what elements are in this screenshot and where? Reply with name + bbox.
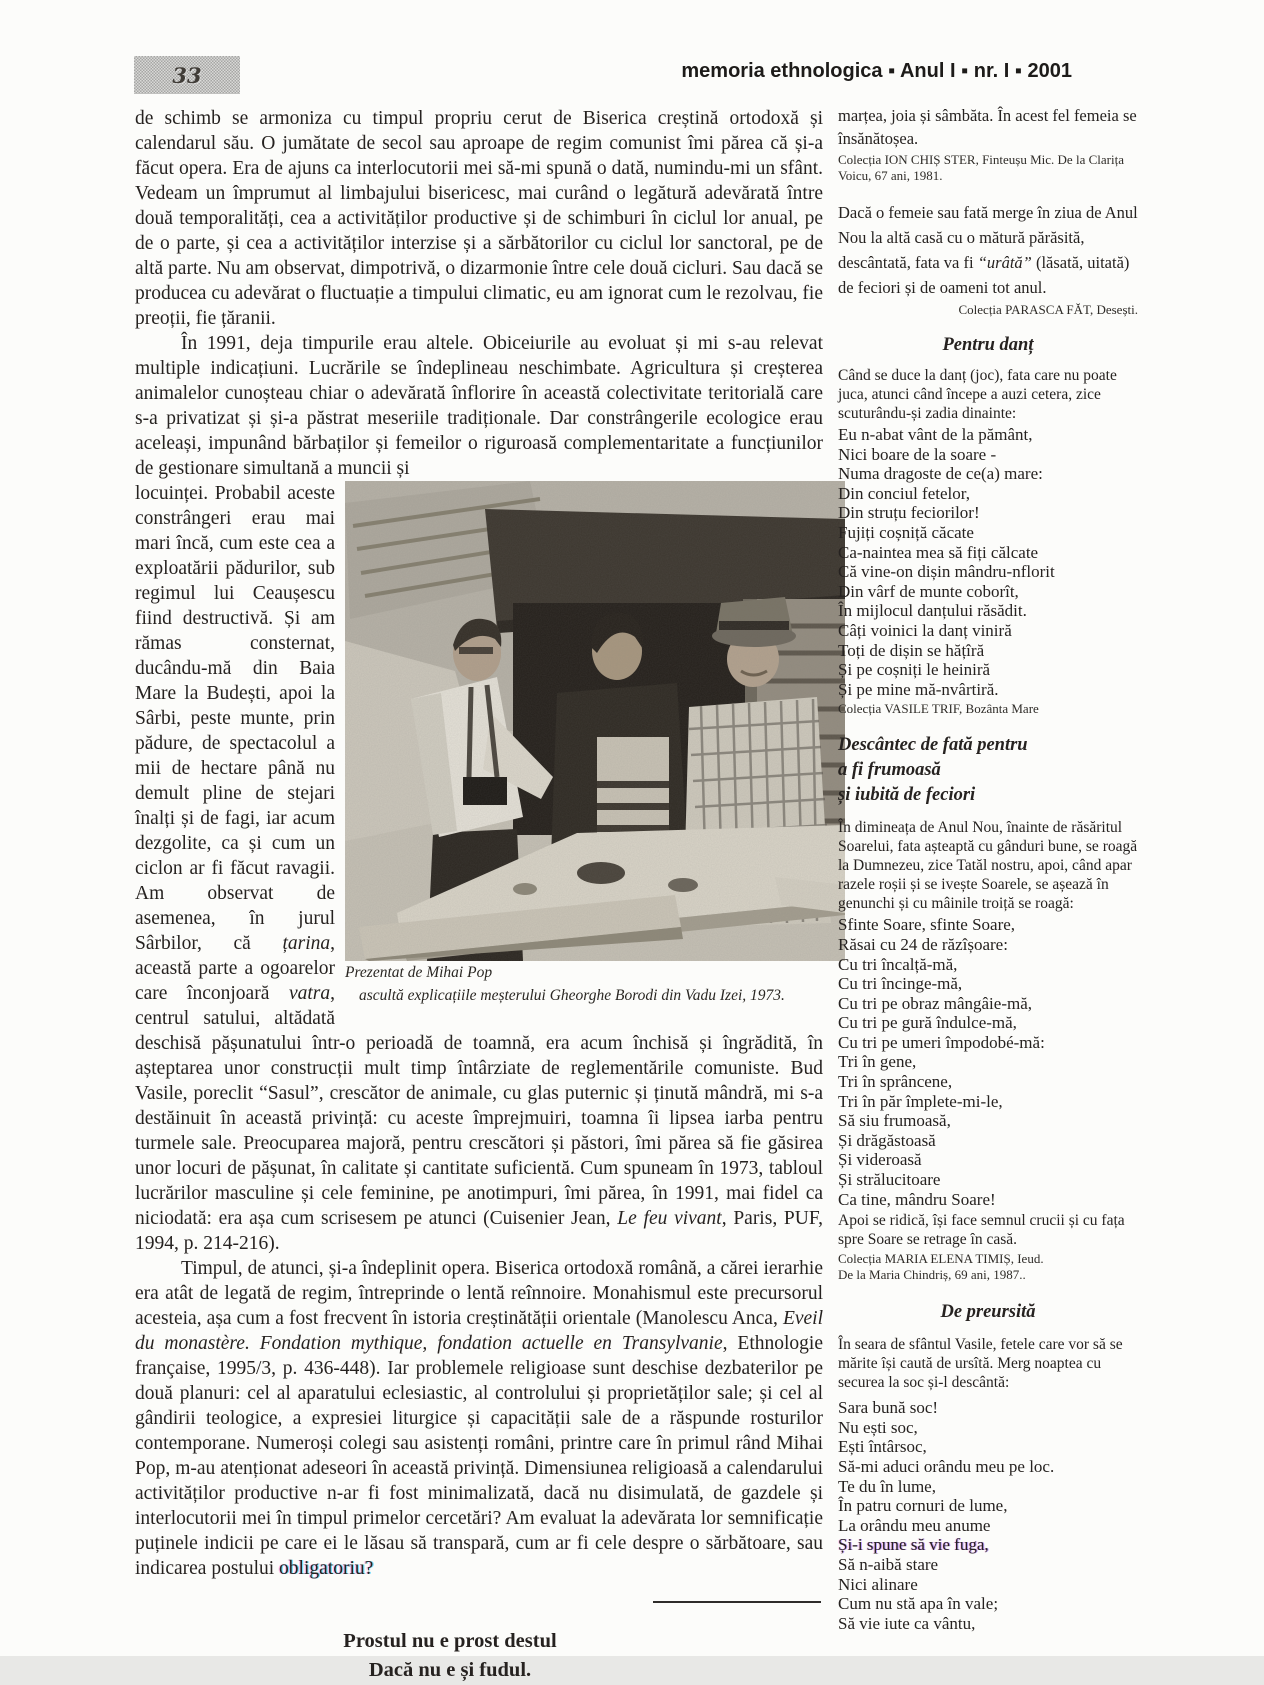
article-column — [135, 106, 845, 1685]
proverb — [95, 1627, 805, 1685]
sidebar-block-2 — [838, 200, 1138, 318]
verse-line: Nici alinare — [838, 1574, 918, 1594]
verse-line: Și drăgăstoasă — [838, 1130, 936, 1150]
verse-line: Eu n-abat vânt de la pământ, — [838, 425, 1033, 444]
verse-line: Să n-aibă stare — [838, 1554, 939, 1574]
proverb-line-2: Dacă nu e și fudul. — [368, 1659, 532, 1681]
article-paragraph-2: În 1991, deja timpurile erau altele. Obiceiurile au evoluat și mi s-au relevat multiple indicațiuni. Lucrările se îndeplineau neschimbate. Agricultura și creșterea animalelor cunoșteau chiar o adevărată înflorire în această colectivitate teritorială care s-a privatizat și și-a păstrat meseriile tradiționale. Dar constrângerile ecologice erau aceleași, impunând bărbaților și femeilor o riguroasă complementaritate a funcțiunilor de gestionare simultană a muncii și — [135, 333, 823, 479]
descantec-outro: Apoi se ridică, își face semnul crucii și cu fața spre Soare se retrage în casă. — [838, 1212, 1125, 1249]
photo-wrap-block — [135, 481, 845, 1256]
verse-line: Și pe mine mă-nvârtiră. — [838, 679, 999, 699]
journal-title: memoria ethnologica ▪ Anul I ▪ nr. I ▪ 2001 — [681, 60, 1072, 82]
verse-line: Și-i spune să vie fuga, — [838, 1535, 989, 1555]
verse-line: În patru cornuri de lume, — [838, 1496, 1008, 1516]
verse-line: Să siu frumoasă, — [838, 1111, 951, 1131]
verse-line: Nu ești soc, — [838, 1417, 918, 1437]
sidebar-block-1-text: marțea, joia și sâmbăta. În acest fel femeia se însănătoșea. — [838, 106, 1137, 148]
text-segment: locuinței. Probabil aceste constrângeri erau mai mari încă, cum este cea a exploatării pădurilor, sub regimul lui Ceaușescu fiind destructivă. Și am rămas consternat, ducându-mă din Baia Mare la Budești, apoi la Sârbi, peste munte, prin pădure, de spectacolul a mii de hectare până nu demult pline de stejari înalți și de fagi, iar acum dezgolite, ca și cum un ciclon ar fi făcut ravagii. Am observat de asemenea, în jurul Sârbilor, că — [135, 483, 335, 954]
preursita-intro: În seara de sfântul Vasile, fetele care vor să se mărite își caută de ursîtă. Merg noaptea cu securea la soc și-l descântă: — [838, 1336, 1123, 1392]
verse-line: Nici boare de la soare - — [838, 444, 997, 464]
article-paragraph-1: de schimb se armoniza cu timpul propriu cerut de Biserica creștină ortodoxă și calendarul său. O jumătate de secol sau aproape de regim comunist îmi părea că și-a făcut opera. Era de ajuns ca interlocutorii mei să-mi spună o dată, numindu-mi un sfânt. Vedeam un împrumut al limbajului bisericesc, mai curând o legătură adevărată între două temporalități, cea a activităților productive și de schimburi în ciclul lor anual, pe de o parte, și cea a activităților interzise și a sărbătorilor cu ciclul lor sanctoral, pe de altă parte. Nu am observat, dimpotrivă, o dizarmonie între cele două cicluri. Sau dacă se producea cu adevărat o fluctuație a timpului climatic, eu am ignorat cum le rezolvau, fie preoții, fie țăranii. — [135, 108, 823, 329]
text-segment: “urâtă” — [977, 253, 1032, 272]
verse-line: Că vine-on dișin mândru-nflorit — [838, 562, 1055, 582]
photo-caption — [345, 961, 845, 1007]
verse-line: Răsai cu 24 de răzîșoare: — [838, 934, 1008, 954]
verse-line: Cu tri încinge-mă, — [838, 974, 963, 994]
article-paragraph-4 — [135, 1256, 845, 1581]
text-segment: , Paris, PUF, 1994, p. 214-216). — [135, 1208, 824, 1254]
verse-line: Te du în lume, — [838, 1476, 936, 1496]
text-segment: , această parte a ogoarelor care înconjoară — [135, 933, 335, 1004]
sidebar-section-descantec — [838, 733, 1138, 1283]
text-segment: (lăsată, uitată) de feciori și de oameni tot anul. — [838, 253, 1130, 297]
caption-line-2: ascultă explicațiile meșterului Gheorghe Borodi din Vadu Izei, 1973. — [359, 987, 785, 1004]
sidebar-section-dant — [838, 334, 1138, 717]
verse-line: Tri în sprâncene, — [838, 1072, 953, 1092]
text-segment: Dacă o femeie sau fată merge în ziua de Anul Nou la altă casă cu o mătură părăsită, descântată, fata va fi — [838, 203, 1138, 272]
text-segment: Eveil du monastère. Fondation mythique, fondation actuelle en Transylvanie — [135, 1308, 823, 1354]
dant-heading: Pentru danț — [942, 335, 1034, 355]
verse-line: Cum nu stă apa în vale; — [838, 1594, 999, 1614]
sidebar-section-preursita — [838, 1301, 1138, 1633]
verse-line: Și videroasă — [838, 1150, 922, 1170]
verse-line: Tri în păr împlete-mi-le, — [838, 1091, 1003, 1111]
verse-line: și iubită de feciori — [838, 785, 976, 806]
descantec-intro: În dimineața de Anul Nou, înainte de răsăritul Soarelui, fata așteaptă cu gânduri bune, se roagă la Dumnezeu, zice Tatăl nostru, apoi, când apar razele roșii și se ivește Soarele, se așează în genunchi și cu mâinile troiță se roagă: — [838, 819, 1138, 913]
dant-verse — [838, 425, 1138, 699]
text-segment: , Ethnologie française, 1995/3, p. 436-448). Iar problemele religioase sunt deschise dezbaterilor pe două planuri: cel al aparatului eclesiastic, al controlului și proprietăților sale; și cel al gândirii teologice, a expresiei liturgice și capacității sale de a răspunde rosturilor contemporane. Numeroși colegi sau asistenți români, printre care în primul rând Mihai Pop, m-au atenționat adeseori în această privință. Dimensiunea religioasă a calendarului activităților productive n-ar fi fost minimalizată, dacă nu disimulată, de gazdele și interlocutorii mei în timpul primelor cercetări? Am evaluat la adevărata lor semnificație puținele indicii pe care ei le lăsau să transpară, cum ar fi cele despre o sărbătoare, sau indicarea postului — [135, 1333, 823, 1579]
verse-line: Din vârf de munte coborît, — [838, 581, 1019, 601]
preursita-verse — [838, 1398, 1138, 1633]
text-segment: obligatoriu? — [279, 1558, 374, 1579]
verse-line: Și pe coșniți le heiniră — [838, 660, 991, 680]
proverb-line-1: Prostul nu e prost destul — [343, 1630, 557, 1652]
verse-line: Sara bună soc! — [838, 1398, 939, 1418]
verse-line: Cu tri pe gură îndulce-mă, — [838, 1013, 1017, 1033]
text-segment: țarina — [282, 933, 331, 954]
sidebar-block-1-credit: Colecția ION CHIȘ STER, Finteușu Mic. De la Clarița Voicu, 67 ani, 1981. — [838, 152, 1124, 183]
verse-line: Să vie iute ca vântu, — [838, 1613, 976, 1633]
page-number: 33 — [172, 62, 202, 88]
verse-line: Fujiți coșniță căcate — [838, 522, 974, 542]
page-number-box — [134, 56, 240, 94]
verse-line: Cu tri pe umeri împodobé-mă: — [838, 1032, 1045, 1052]
verse-line: Să-mi aduci orându meu pe loc. — [838, 1457, 1055, 1476]
verse-line: Numa dragoste de ce(a) mare: — [838, 464, 1043, 484]
text-segment: vatra — [288, 983, 331, 1004]
verse-line: Din struțu feciorilor! — [838, 503, 980, 523]
dant-intro: Când se duce la danț (joc), fata care nu poate juca, atunci când începe a auzi cetera, zice scuturându-și zadia dinainte: — [838, 367, 1117, 422]
verse-line: Cu tri încalță-mă, — [838, 954, 958, 974]
sidebar-column — [838, 104, 1138, 1633]
verse-line: Cu tri pe obraz mângâie-mă, — [838, 993, 1033, 1013]
photo-illustration — [345, 481, 845, 961]
verse-line: Ca tine, mândru Soare! — [838, 1189, 996, 1209]
sidebar-block-2-credit: Colecția PARASCA FĂT, Desești. — [958, 302, 1138, 317]
descantec-heading — [838, 733, 1138, 808]
divider-rule — [653, 1601, 821, 1603]
verse-line: Ești întârsoc, — [838, 1437, 927, 1457]
verse-line: Câți voinici la danț viniră — [838, 620, 1012, 640]
verse-line: Din conciul fetelor, — [838, 483, 970, 503]
verse-line: Tri în gene, — [838, 1052, 917, 1072]
verse-line: a fi frumoasă — [838, 760, 941, 781]
text-segment: Le feu vivant — [617, 1208, 722, 1229]
sidebar-block-1 — [838, 104, 1138, 184]
preursita-heading: De preursită — [940, 1302, 1036, 1323]
text-segment: , centrul satului, altădată deschisă pășunatului într-o perioadă de toamnă, era acum închisă și îngrădită, în așteptarea unor construcții mult timp întârziate de reglementările comuniste. Bud Vasile, poreclit “Sasul”, crescător de animale, cu glas puternic și ținută mândră, mi s-a destăinuit în această privință: cu aceste împrejmuiri, toamna îi lipsea iarba pentru turmele sale. Preocuparea majoră, pentru crescători și păstori, îmi părea să fie găsirea unor locuri de pășunat, în calitate și cantitate suficientă. Cum spuneam în 1973, tabloul lucrărilor masculine și cele feminine, pe anotimpuri, îmi părea, în 1991, mai fidel ca niciodată: era așa cum scrisesem pe atunci (Cuisenier Jean, — [135, 983, 823, 1229]
text-segment: Timpul, de atunci, și-a îndeplinit opera. Biserica ortodoxă română, a cărei ierarhie era atât de legată de regim, întreprinde o lentă reînnoire. Monahismul este precursorul acesteia, așa cum a fost frecvent în istoria creștinătății orientale (Manolescu Anca, — [135, 1258, 823, 1329]
verse-line: Și strălucitoare — [838, 1170, 941, 1190]
dant-credit: Colecția VASILE TRIF, Bozânta Mare — [838, 701, 1039, 717]
photo-figure — [345, 481, 845, 1007]
descantec-credit-2: De la Maria Chindriș, 69 ani, 1987.. — [838, 1267, 1026, 1283]
descantec-credit-1: Colecția MARIA ELENA TIMIȘ, Ieud. — [838, 1251, 1044, 1267]
verse-line: Sfinte Soare, sfinte Soare, — [838, 915, 1016, 935]
caption-line-1: Prezentat de Mihai Pop — [345, 964, 493, 981]
verse-line: Ca-naintea mea să fiți călcate — [838, 542, 1039, 562]
verse-line: La orându meu anume — [838, 1515, 991, 1535]
descantec-verse — [838, 915, 1138, 1209]
verse-line: În mijlocul danțului răsădit. — [838, 601, 1027, 621]
sidebar-block-2-text — [838, 200, 1138, 300]
verse-line: Toți de dișin se hățîră — [838, 640, 985, 660]
verse-line: Descântec de fată pentru — [838, 735, 1028, 756]
